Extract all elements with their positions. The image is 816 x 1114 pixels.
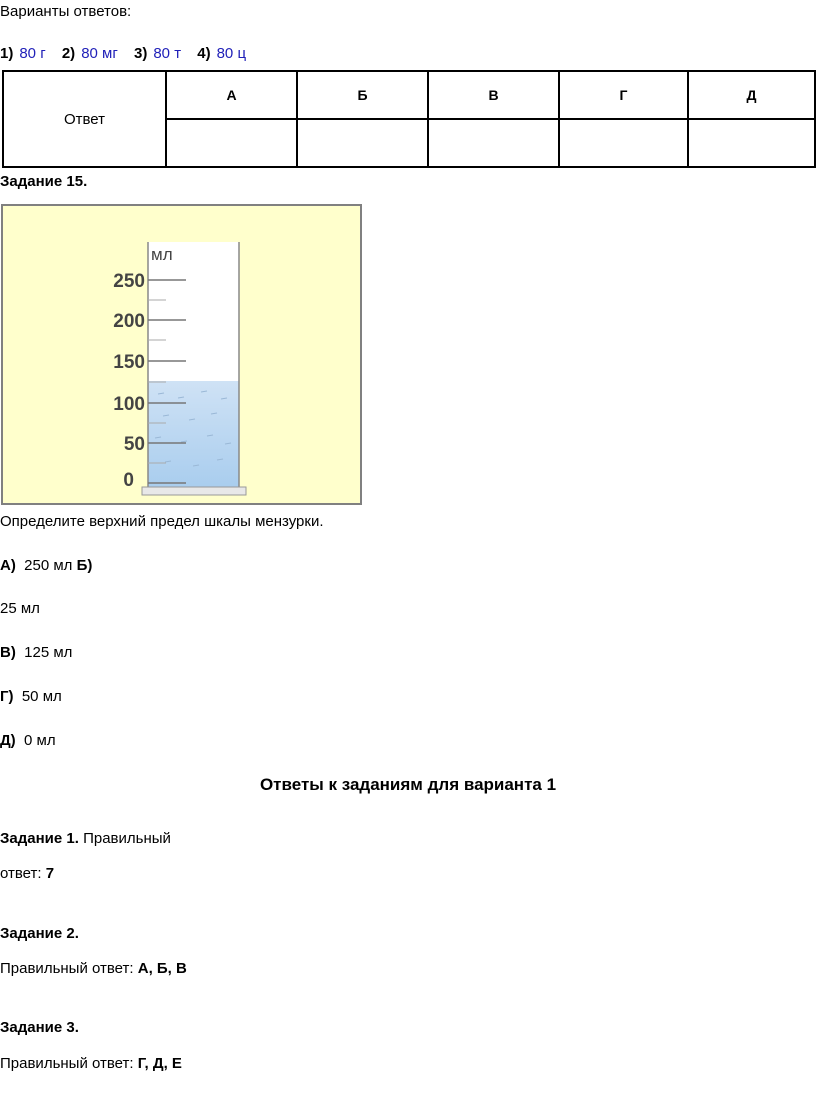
option-value: 80 мг: [81, 45, 118, 62]
answer-column-header: В: [428, 71, 559, 119]
answer-text: ответ:: [0, 865, 42, 882]
answer-column-header: Б: [297, 71, 428, 119]
option-number: 2): [61, 45, 76, 62]
option-value: 250 мл: [24, 557, 73, 574]
answer-task2-label: Задание 2.: [0, 925, 79, 942]
measuring-cylinder-drawing: [3, 206, 360, 503]
scale-label: 250: [113, 271, 145, 292]
answer-cell[interactable]: [688, 119, 815, 167]
scale-label: 150: [113, 352, 145, 373]
option-letter: А): [0, 557, 16, 574]
option-letter: Б): [76, 557, 93, 574]
answer-cell[interactable]: [428, 119, 559, 167]
task15-option-a: [0, 557, 92, 574]
option-value: 80 т: [153, 45, 182, 62]
task15-option-d: [0, 732, 56, 749]
answers-section-title: Ответы к заданиям для варианта 1: [259, 775, 557, 794]
task-label: Задание 1.: [0, 830, 79, 847]
answer-options-heading: Варианты ответов:: [0, 3, 132, 20]
option-number: 3): [134, 45, 148, 62]
answer-column-header: Г: [559, 71, 688, 119]
answer-options-list: [0, 45, 258, 62]
answer-text: Правильный ответ:: [0, 1055, 134, 1072]
option-letter: Г): [0, 688, 14, 705]
answer-task3-label: Задание 3.: [0, 1019, 79, 1036]
cylinder-liquid: [148, 381, 239, 488]
option-letter: В): [0, 644, 16, 661]
answer-row-label: Ответ: [3, 71, 166, 167]
scale-label: 50: [123, 434, 145, 455]
scale-unit-label: мл: [151, 245, 173, 264]
option-value: 80 г: [19, 45, 46, 62]
scale-label: 100: [113, 394, 145, 415]
answer-table: [2, 70, 816, 168]
task15-option-g: [0, 688, 62, 705]
answer-cell[interactable]: [297, 119, 428, 167]
task15-option-v: [0, 644, 72, 661]
answer-task2-line: [0, 960, 187, 977]
measuring-cylinder-figure: [1, 204, 362, 505]
option-value: 80 ц: [216, 45, 247, 62]
cylinder-base: [142, 487, 246, 495]
task15-option-b-value: 25 мл: [0, 600, 40, 617]
scale-label: 200: [113, 311, 145, 332]
answer-task3-line: [0, 1055, 182, 1072]
answer-task1-line1: [0, 830, 171, 847]
task15-question: Определите верхний предел шкалы мензурки.: [0, 513, 324, 530]
option-value: 125 мл: [24, 644, 73, 661]
answer-value: А, Б, В: [137, 960, 187, 977]
option-number: 1): [0, 45, 14, 62]
answer-column-header: А: [166, 71, 297, 119]
answer-task1-line2: [0, 865, 54, 882]
scale-label: 0: [123, 470, 134, 491]
answer-value: Г, Д, Е: [137, 1055, 182, 1072]
answer-cell[interactable]: [559, 119, 688, 167]
option-value: 50 мл: [21, 688, 62, 705]
answer-value: 7: [45, 865, 55, 882]
answer-text: Правильный ответ:: [0, 960, 134, 977]
task15-title: Задание 15.: [0, 173, 88, 190]
option-value: 0 мл: [24, 732, 56, 749]
option-letter: Д): [0, 732, 16, 749]
answer-column-header: Д: [688, 71, 815, 119]
option-number: 4): [197, 45, 211, 62]
answer-cell[interactable]: [166, 119, 297, 167]
answer-text: Правильный: [83, 830, 171, 847]
